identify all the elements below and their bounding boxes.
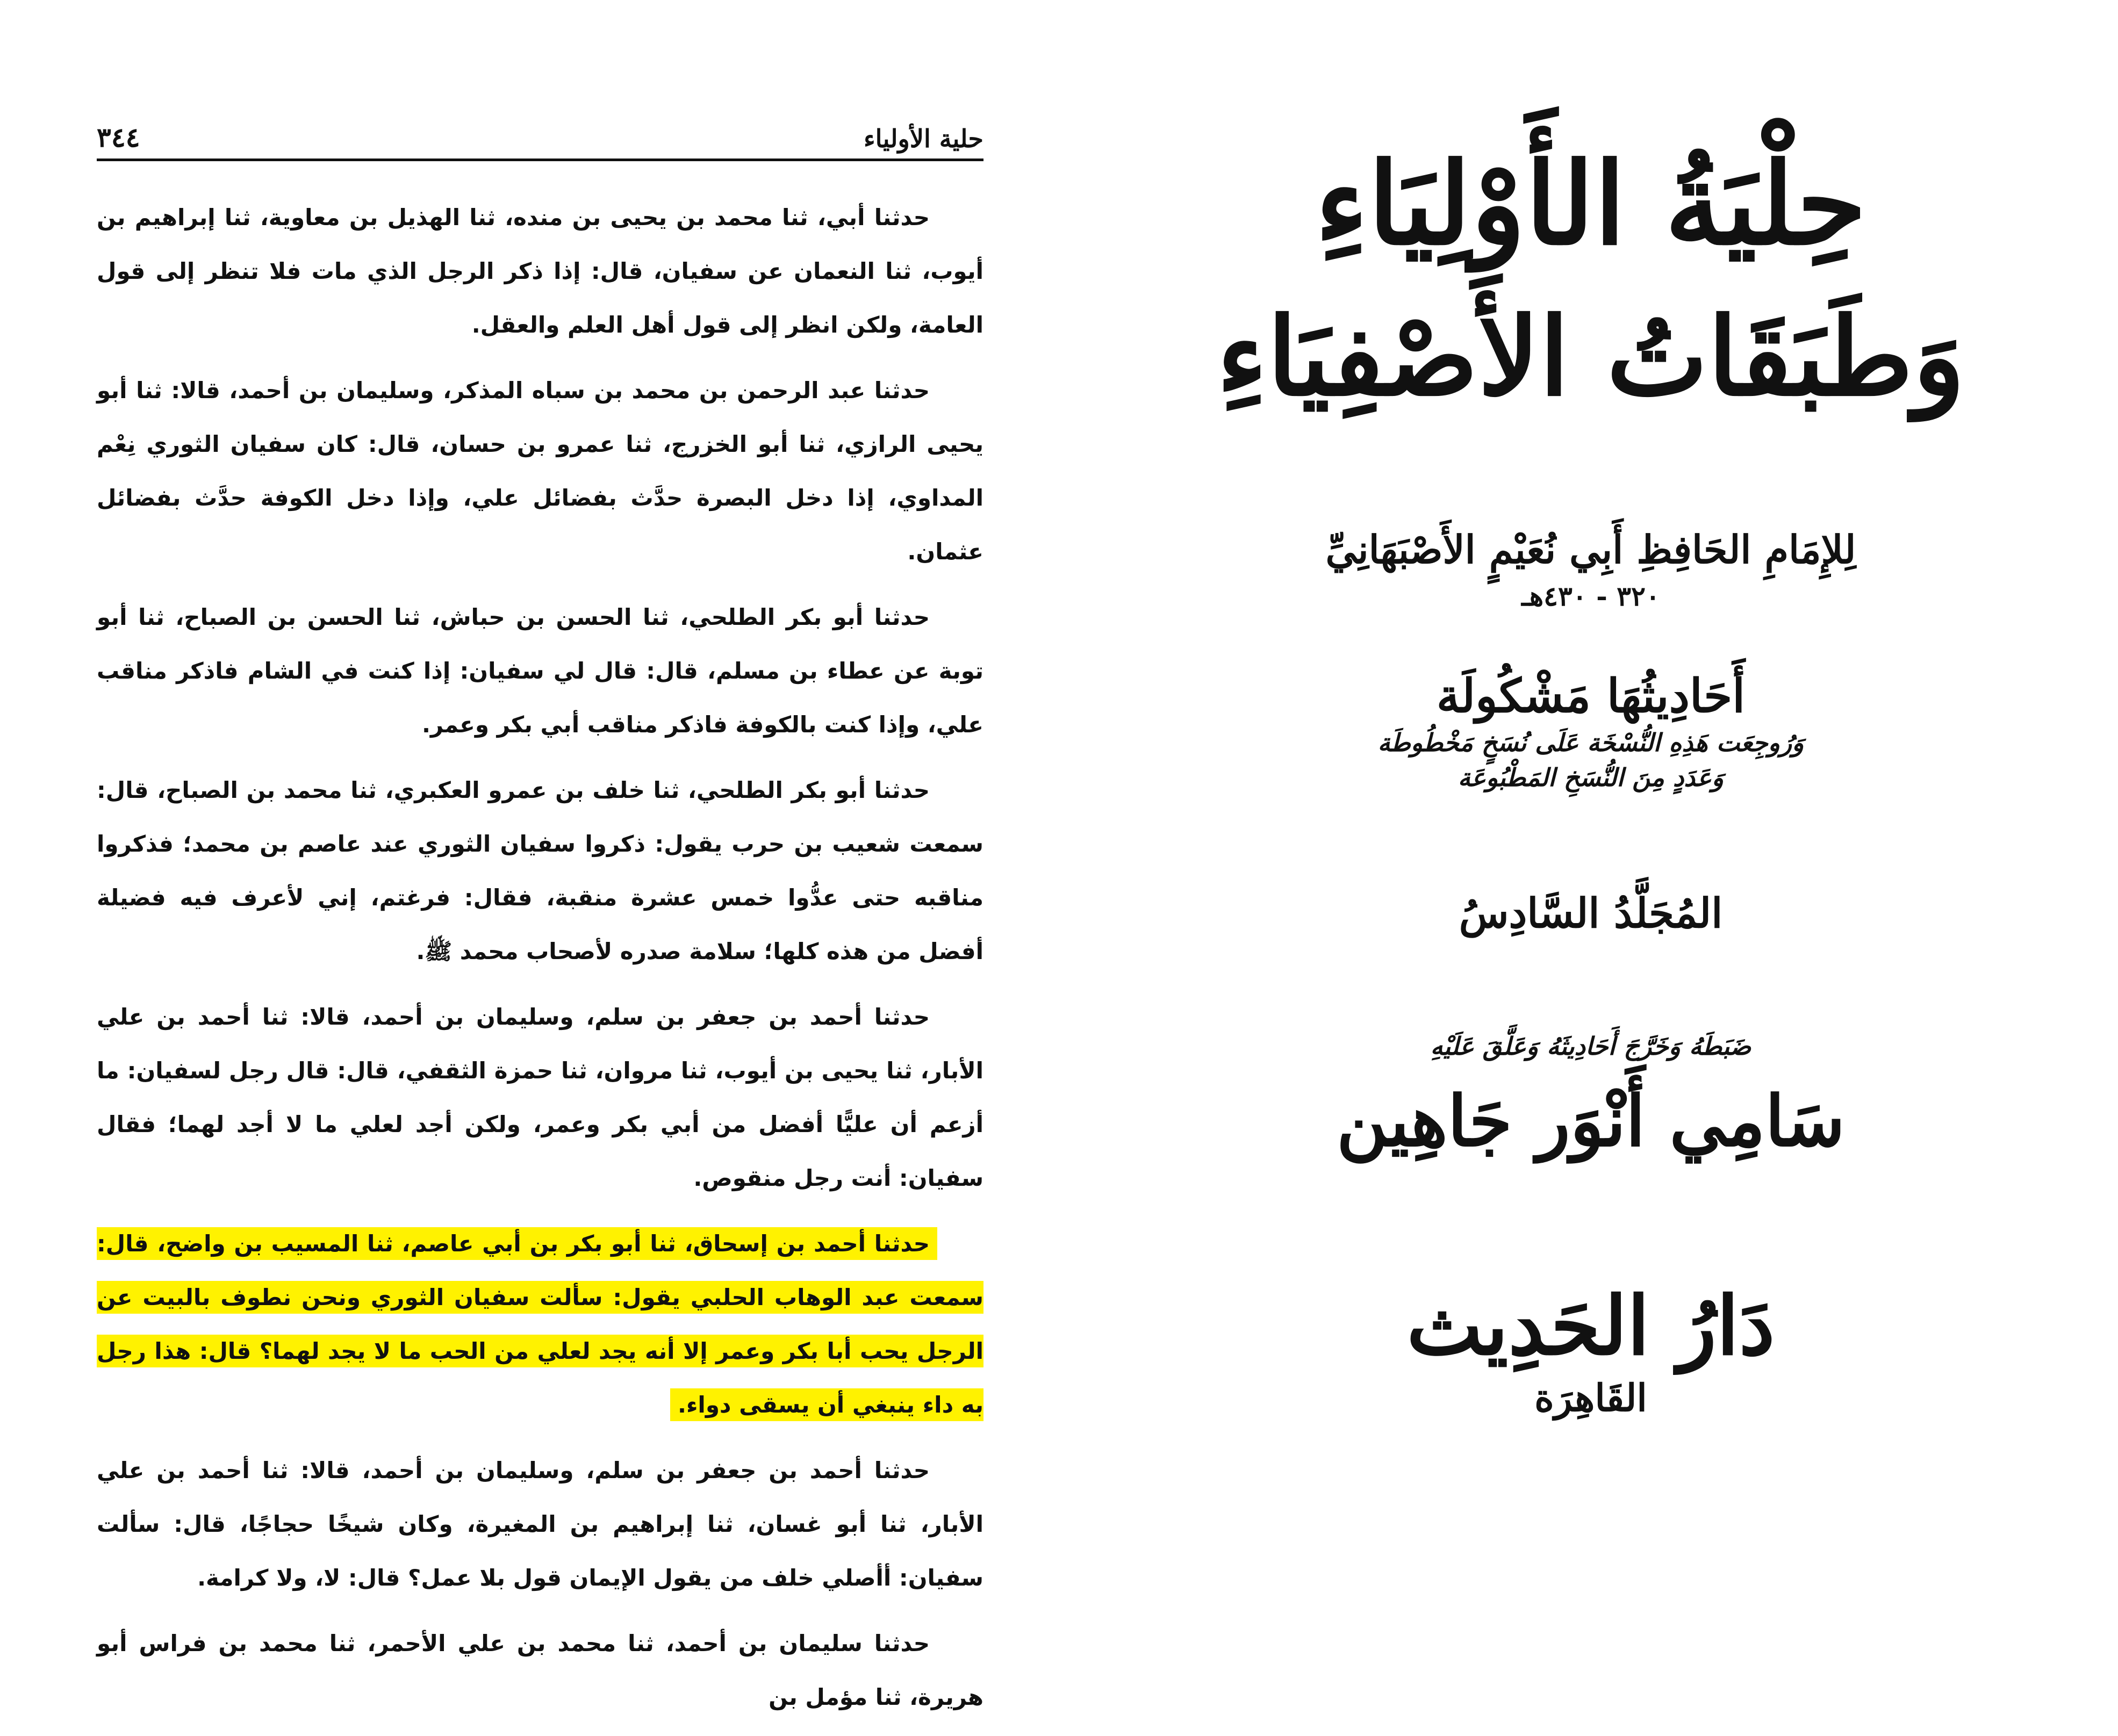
- paragraph: حدثنا عبد الرحمن بن محمد بن سباه المذكر، وسليمان بن أحمد، قالا: ثنا أبو يحيى الرازي، ثنا أبو الخزرج، ثنا عمرو بن حسان، قال: كان سفيان الثوري نِعْم المداوي، إذا دخل البصرة حدَّث بفضائل علي، وإذا دخل الكوفة حدَّث بفضائل عثمان.: [97, 377, 983, 565]
- paragraph: حدثنا أبي، ثنا محمد بن يحيى بن منده، ثنا الهذيل بن معاوية، ثنا إبراهيم بن أيوب، ثنا النعمان عن سفيان، قال: إذا ذكر الرجل الذي مات فلا تنظر إلى قول العامة، ولكن انظر إلى قول أهل العلم والعقل.: [97, 204, 983, 338]
- running-header: [97, 105, 983, 161]
- volume-label: المُجَلَّدُ السَّادِسُ: [1459, 889, 1723, 937]
- author-line: لِلإِمَامِ الحَافِظِ أَبِي نُعَيْمٍ الأَصْبَهَانِيِّ: [1325, 527, 1856, 572]
- publisher-name: دَارُ الحَدِيث: [1406, 1279, 1775, 1373]
- editor-note: ضَبَطَهُ وَخَرَّجَ أَحَادِيثَهُ وَعَلَّقَ عَلَيْهِ: [1430, 1032, 1751, 1061]
- publisher-city: القَاهِرَة: [1534, 1375, 1647, 1420]
- book-title-header: حلية الأولياء: [864, 124, 983, 153]
- revision-note-line2: وَعَدَدٍ مِنَ النُّسَخِ المَطْبُوعَة: [1458, 763, 1724, 792]
- book-title-line2: وَطَبَقَاتُ الأَصْفِيَاءِ: [1216, 294, 1965, 420]
- highlight-mark: حدثنا أحمد بن إسحاق، ثنا أبو بكر بن أبي عاصم، ثنا المسيب بن واضح، قال: سمعت عبد الوهاب الحلبي يقول: سألت سفيان الثوري ونحن نطوف بالبيت عن الرجل يحب أبا بكر وعمر إلا أنه يجد لعلي من الحب ما لا يجد لهما؟ قال: هذا رجل به داء ينبغي أن يسقى دواء.: [97, 1227, 983, 1421]
- paragraph: حدثنا أحمد بن جعفر بن سلم، وسليمان بن أحمد، قالا: ثنا أحمد بن علي الأبار، ثنا أبو غسان، ثنا إبراهيم بن المغيرة، وكان شيخًا حجاجًا، قال: سألت سفيان: أأصلي خلف من يقول الإيمان قول بلا عمل؟ قال: لا، ولا كرامة.: [97, 1457, 983, 1591]
- body-text: [97, 191, 983, 1736]
- highlighted-paragraph: [97, 1217, 983, 1432]
- hadith-note: أَحَادِيثُهَا مَشْكُولَة: [1436, 669, 1746, 723]
- book-title-line1: حِلْيَةُ الأَوْلِيَاءِ: [1315, 138, 1867, 270]
- paragraph: حدثنا أبو بكر الطلحي، ثنا الحسن بن حباش، ثنا الحسن بن الصباح، ثنا أبو توبة عن عطاء بن مسلم، قال: قال لي سفيان: إذا كنت في الشام فاذكر مناقب علي، وإذا كنت بالكوفة فاذكر مناقب أبي بكر وعمر.: [97, 604, 983, 738]
- left-page: [0, 0, 1059, 1710]
- title-page: [1059, 0, 2118, 1533]
- paragraph: حدثنا أبو بكر الطلحي، ثنا خلف بن عمرو العكبري، ثنا محمد بن الصباح، قال: سمعت شعيب بن حرب يقول: ذكروا سفيان الثوري عند عاصم بن محمد؛ فذكروا مناقبه حتى عدُّوا خمس عشرة منقبة، فقال: فرغتم، إني لأعرف فيه فضيلة أفضل من هذه كلها؛ سلامة صدره لأصحاب محمد ﷺ.: [97, 777, 983, 964]
- paragraph: حدثنا سليمان بن أحمد، ثنا محمد بن علي الأحمر، ثنا محمد بن فراس أبو هريرة، ثنا مؤمل بن: [97, 1630, 983, 1710]
- paragraph: حدثنا أحمد بن جعفر بن سلم، وسليمان بن أحمد، قالا: ثنا أحمد بن علي الأبار، ثنا يحيى بن أيوب، ثنا مروان، ثنا حمزة الثقفي، قال: قال رجل لسفيان: ما أزعم أن عليًّا أفضل من أبي بكر وعمر، ولكن أجد لعلي ما لا أجد لهما؛ فقال سفيان: أنت رجل منقوص.: [97, 1004, 983, 1191]
- page-number: ٣٤٤: [97, 121, 140, 153]
- revision-note-line1: وَرُوجِعَت هَذِهِ النُّسْخَة عَلَى نُسَخٍ مَخْطُوطَة: [1377, 728, 1804, 757]
- editor-name: سَامِي أَنْوَر جَاهِين: [1337, 1080, 1845, 1162]
- author-dates: ٣٢٠ - ٤٣٠هـ: [1521, 580, 1660, 612]
